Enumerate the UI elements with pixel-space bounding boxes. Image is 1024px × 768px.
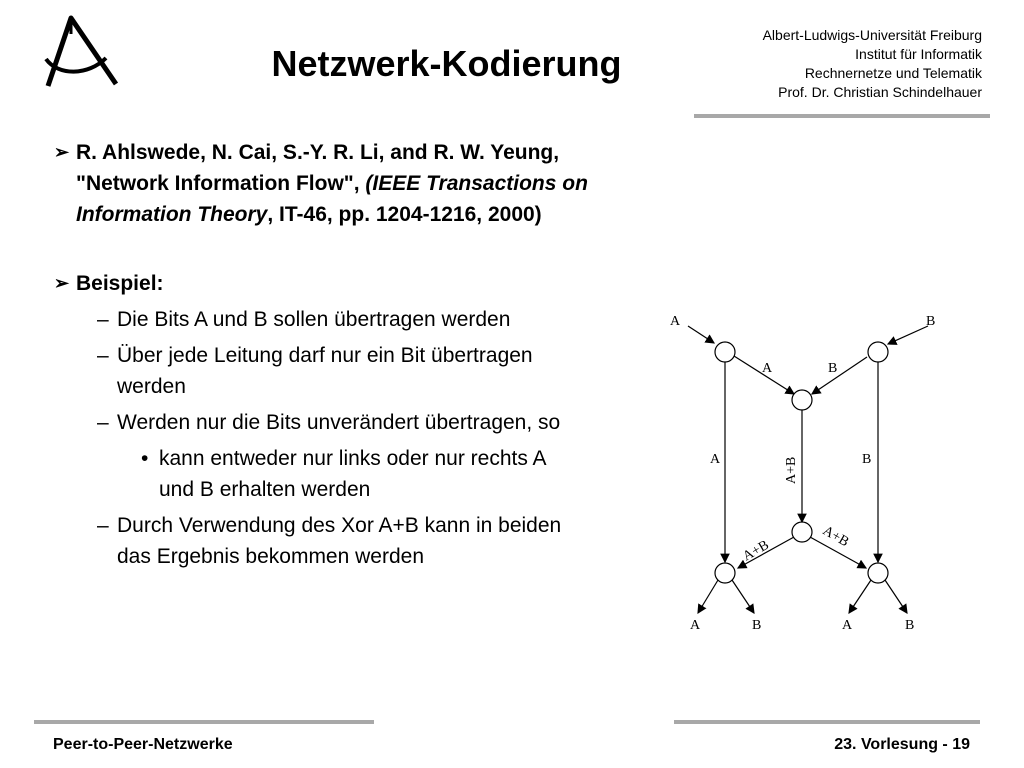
edge-label-top-right: B <box>828 361 838 376</box>
network-node <box>792 522 812 542</box>
network-node <box>868 342 888 362</box>
reference-journal: (IEEE Transactions on Information Theory <box>76 172 588 226</box>
edge-label-bottom-left: A+B <box>740 537 772 565</box>
affiliation-line-university: Albert-Ludwigs-Universität Freiburg <box>762 27 982 43</box>
edge-label-right: B <box>862 452 872 467</box>
header-divider <box>694 114 990 118</box>
list-item-text: Werden nur die Bits unverändert übertragen, so <box>117 411 561 434</box>
dash-marker: – <box>97 308 109 331</box>
list-item-text: Durch Verwendung des Xor A+B kann in beiden das Ergebnis bekommen werden <box>117 514 562 568</box>
affiliation-line-professor: Prof. Dr. Christian Schindelhauer <box>778 84 982 100</box>
affiliation-block <box>763 26 982 102</box>
dot-marker: • <box>141 447 149 470</box>
sub-list-item <box>54 443 579 505</box>
list-item <box>54 407 572 438</box>
example-heading: Beispiel: <box>76 272 164 295</box>
network-coding-diagram <box>660 308 960 638</box>
input-label-a: A <box>670 314 681 329</box>
output-label: B <box>905 618 915 633</box>
reference-authors: R. Ahlswede, N. Cai, S.-Y. R. Li, and R. W. Yeung, "Network Information Flow", <box>76 141 560 195</box>
dash-marker: – <box>97 514 109 537</box>
output-label: A <box>842 618 853 633</box>
slide-title: Netzwerk-Kodierung <box>271 43 622 84</box>
reference-bullet <box>54 137 616 230</box>
dash-marker: – <box>97 411 109 434</box>
network-node <box>868 563 888 583</box>
edge-label-bottom-right: A+B <box>820 523 852 551</box>
reference-details: , IT-46, pp. 1204-1216, 2000) <box>267 203 542 226</box>
arrow-bullet-icon: ➢ <box>54 142 70 162</box>
footer-divider-right <box>674 720 980 724</box>
arrow-bullet-icon: ➢ <box>54 273 70 293</box>
input-label-b: B <box>926 314 936 329</box>
list-item <box>54 340 572 402</box>
slide-content <box>54 137 614 572</box>
list-item <box>54 304 572 335</box>
network-node <box>715 563 735 583</box>
sub-list-item-text: kann entweder nur links oder nur rechts A und B erhalten werden <box>159 447 546 501</box>
output-label: A <box>690 618 701 633</box>
footer-lecture-number: 23. Vorlesung - 19 <box>834 736 970 753</box>
network-node <box>792 390 812 410</box>
edge-label-top-left: A <box>762 361 773 376</box>
affiliation-line-group: Rechnernetze und Telematik <box>804 65 982 81</box>
footer-course-title: Peer-to-Peer-Netzwerke <box>53 736 233 753</box>
list-item <box>54 510 572 572</box>
edge-label-left: A <box>710 452 721 467</box>
output-label: B <box>752 618 762 633</box>
list-item-text: Die Bits A und B sollen übertragen werden <box>117 308 511 331</box>
footer-divider-left <box>34 720 374 724</box>
affiliation-line-institute: Institut für Informatik <box>855 46 982 62</box>
network-node <box>715 342 735 362</box>
example-bullet <box>54 268 614 299</box>
edge-label-middle: A+B <box>784 456 799 484</box>
dash-marker: – <box>97 344 109 367</box>
list-item-text: Über jede Leitung darf nur ein Bit übertragen werden <box>117 344 533 398</box>
